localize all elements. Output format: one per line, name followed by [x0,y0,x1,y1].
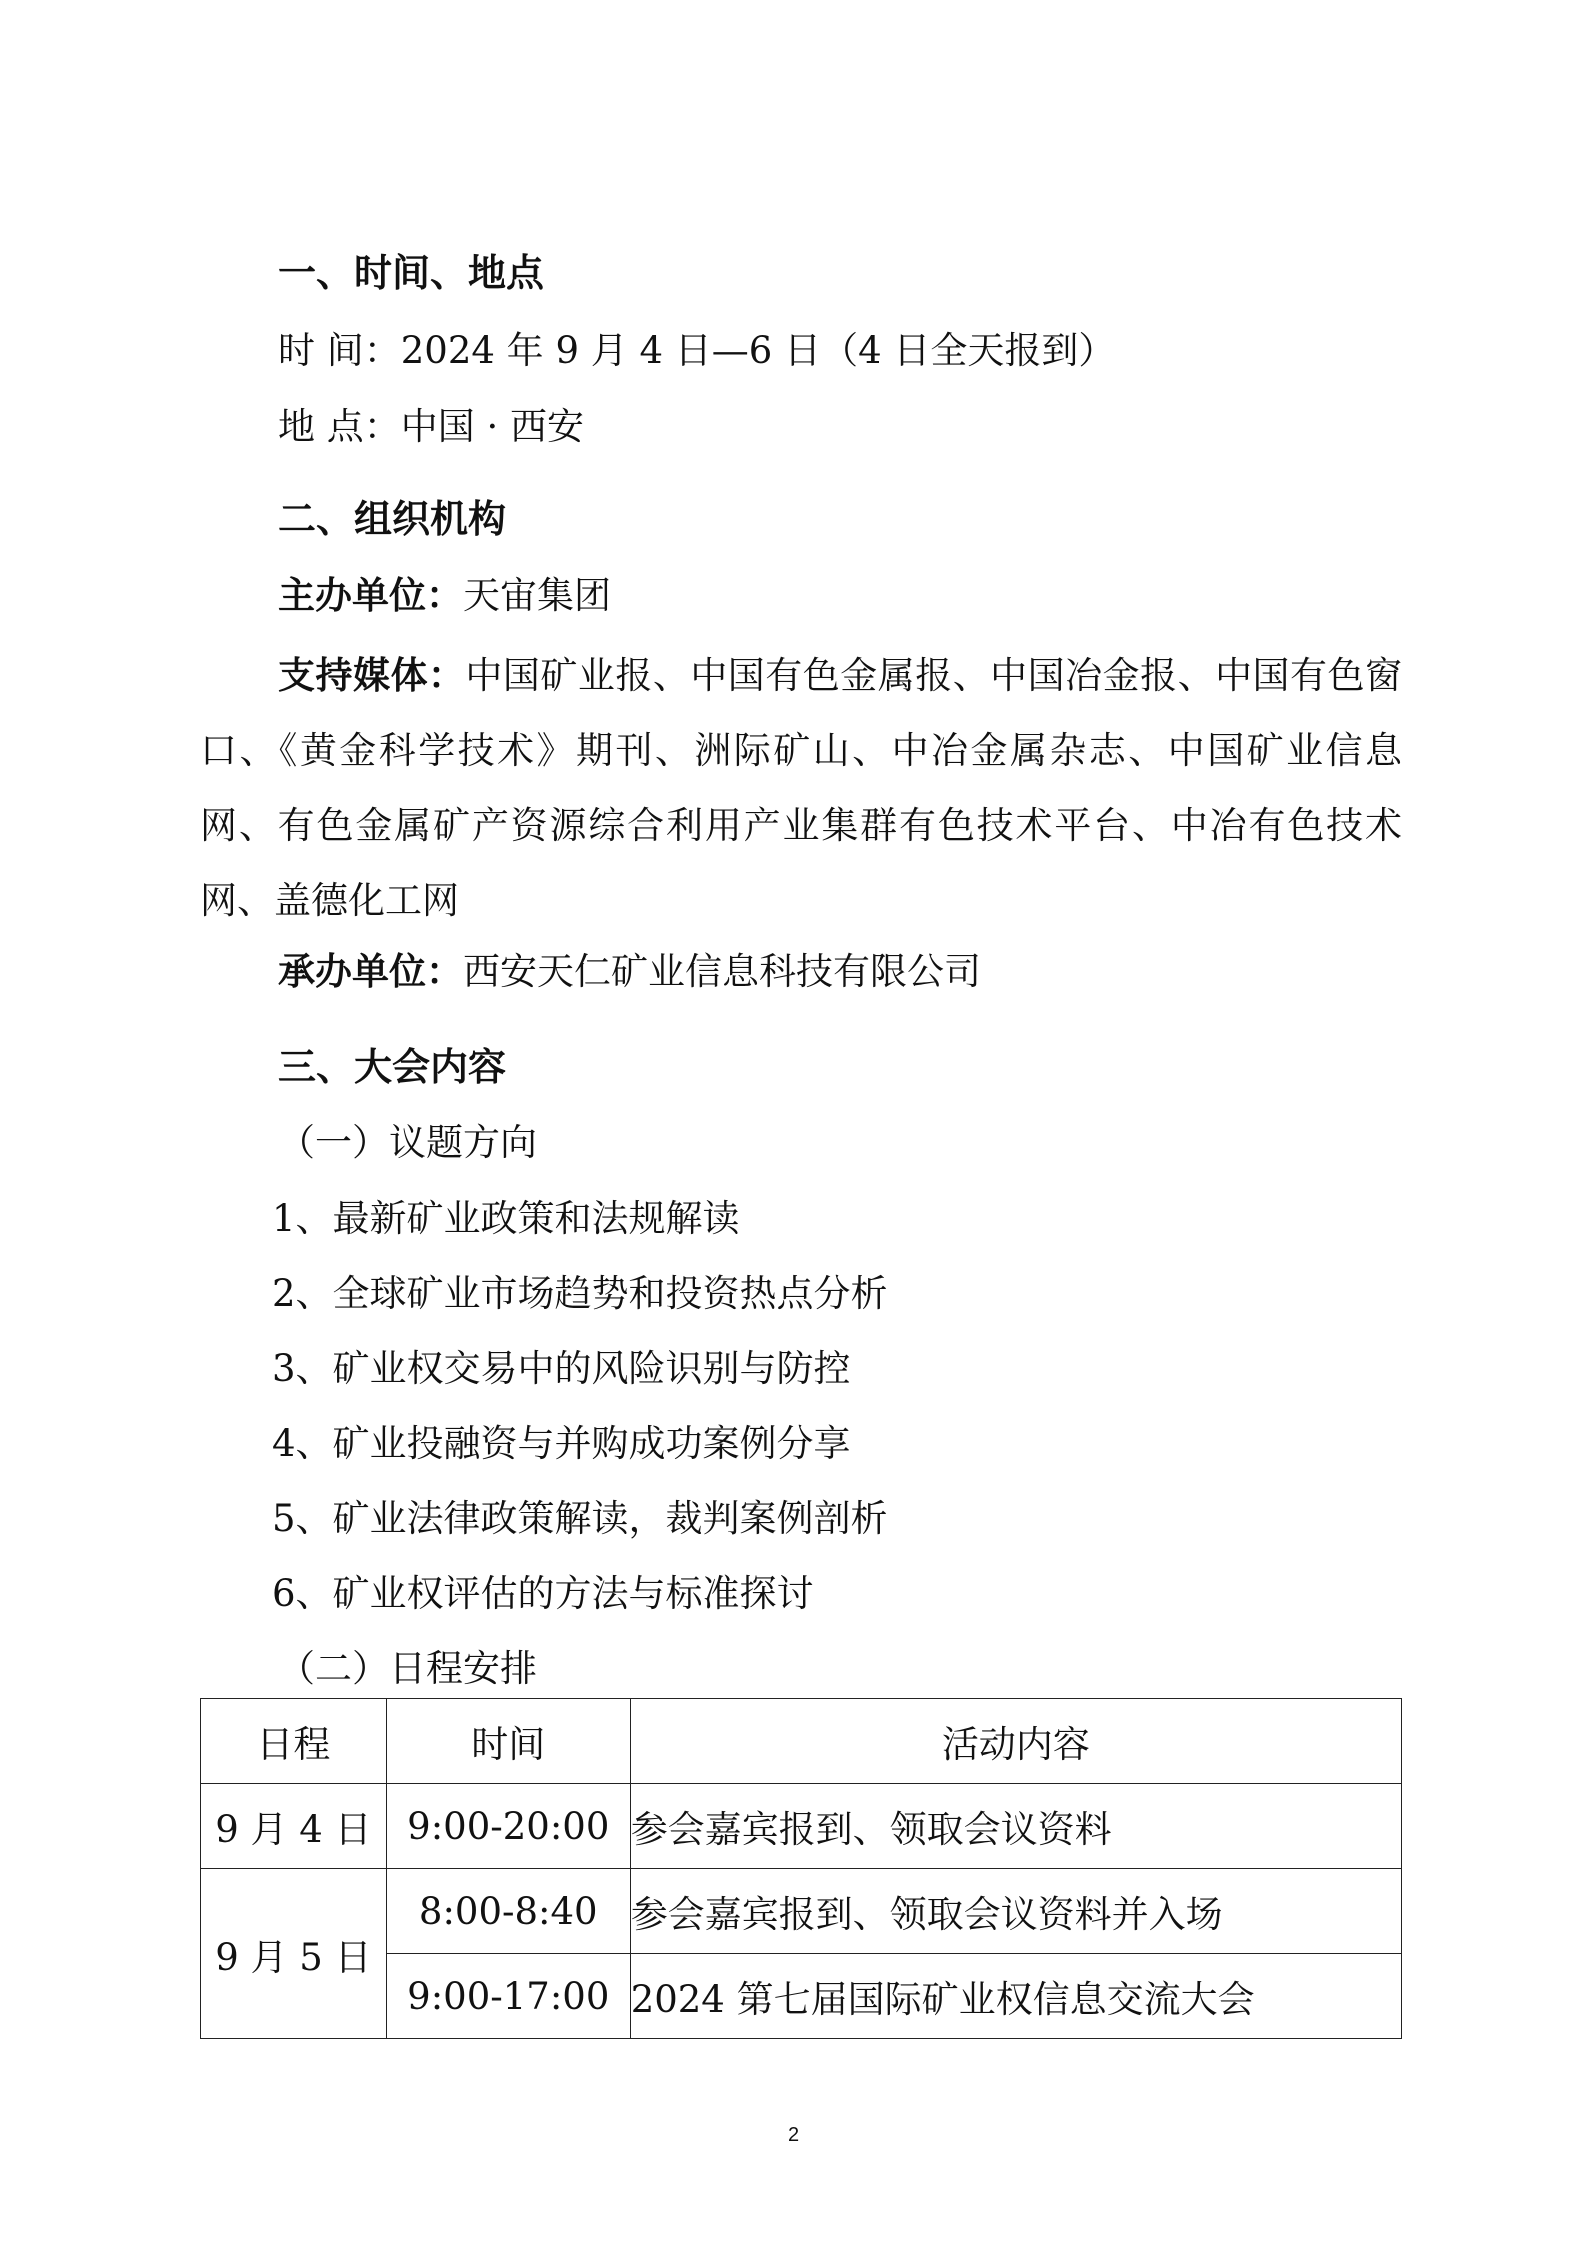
header-content: 活动内容 [630,1699,1401,1784]
organizer-line [278,950,981,993]
cell-content: 参会嘉宾报到、领取会议资料 [630,1784,1401,1869]
page-number: 2 [787,2124,800,2146]
place-line: 地 点：中国 · 西安 [278,405,585,448]
organizer-label: 承办单位： [278,950,463,993]
cell-content: 2024 第七届国际矿业权信息交流大会 [630,1954,1401,2039]
media-label: 支持媒体： [278,654,466,697]
section-heading-organization: 二、组织机构 [278,497,507,541]
section-heading-time-place: 一、时间、地点 [278,251,545,295]
cell-time: 9:00-17:00 [386,1954,630,2039]
topic-item: 6、矿业权评估的方法与标准探讨 [272,1572,814,1615]
topic-item: 5、矿业法律政策解读，裁判案例剖析 [272,1497,888,1540]
media-value: 中国矿业报、中国有色金属报、中国冶金报、中国有色窗口、《黄金科学技术》期刊、洲际矿山、中冶金属杂志、中国矿业信息网、有色金属矿产资源综合利用产业集群有色技术平台、中冶有色技术网、盖德化工网 [200,654,1403,922]
header-day: 日程 [201,1699,387,1784]
cell-content: 参会嘉宾报到、领取会议资料并入场 [630,1869,1401,1954]
host-label: 主办单位： [278,574,463,617]
cell-day: 9 月 5 日 [201,1869,387,2039]
host-line [278,574,611,617]
topic-item: 4、矿业投融资与并购成功案例分享 [272,1422,851,1465]
organizer-value: 西安天仁矿业信息科技有限公司 [463,950,981,993]
cell-time: 9:00-20:00 [386,1784,630,1869]
table-row [201,1869,1402,1954]
topic-item: 1、最新矿业政策和法规解读 [272,1197,740,1240]
cell-time: 8:00-8:40 [386,1869,630,1954]
header-time: 时间 [386,1699,630,1784]
media-paragraph [200,638,1402,938]
subheading-schedule: （二）日程安排 [278,1647,537,1690]
topic-item: 3、矿业权交易中的风险识别与防控 [272,1347,851,1390]
time-line: 时 间：2024 年 9 月 4 日—6 日（4 日全天报到） [278,329,1116,372]
cell-day: 9 月 4 日 [201,1784,387,1869]
schedule-table [200,1698,1402,2039]
table-row [201,1784,1402,1869]
subheading-topics: （一）议题方向 [278,1121,537,1164]
table-header-row [201,1699,1402,1784]
section-heading-content: 三、大会内容 [278,1045,507,1089]
topic-item: 2、全球矿业市场趋势和投资热点分析 [272,1272,888,1315]
host-value: 天宙集团 [463,574,611,617]
